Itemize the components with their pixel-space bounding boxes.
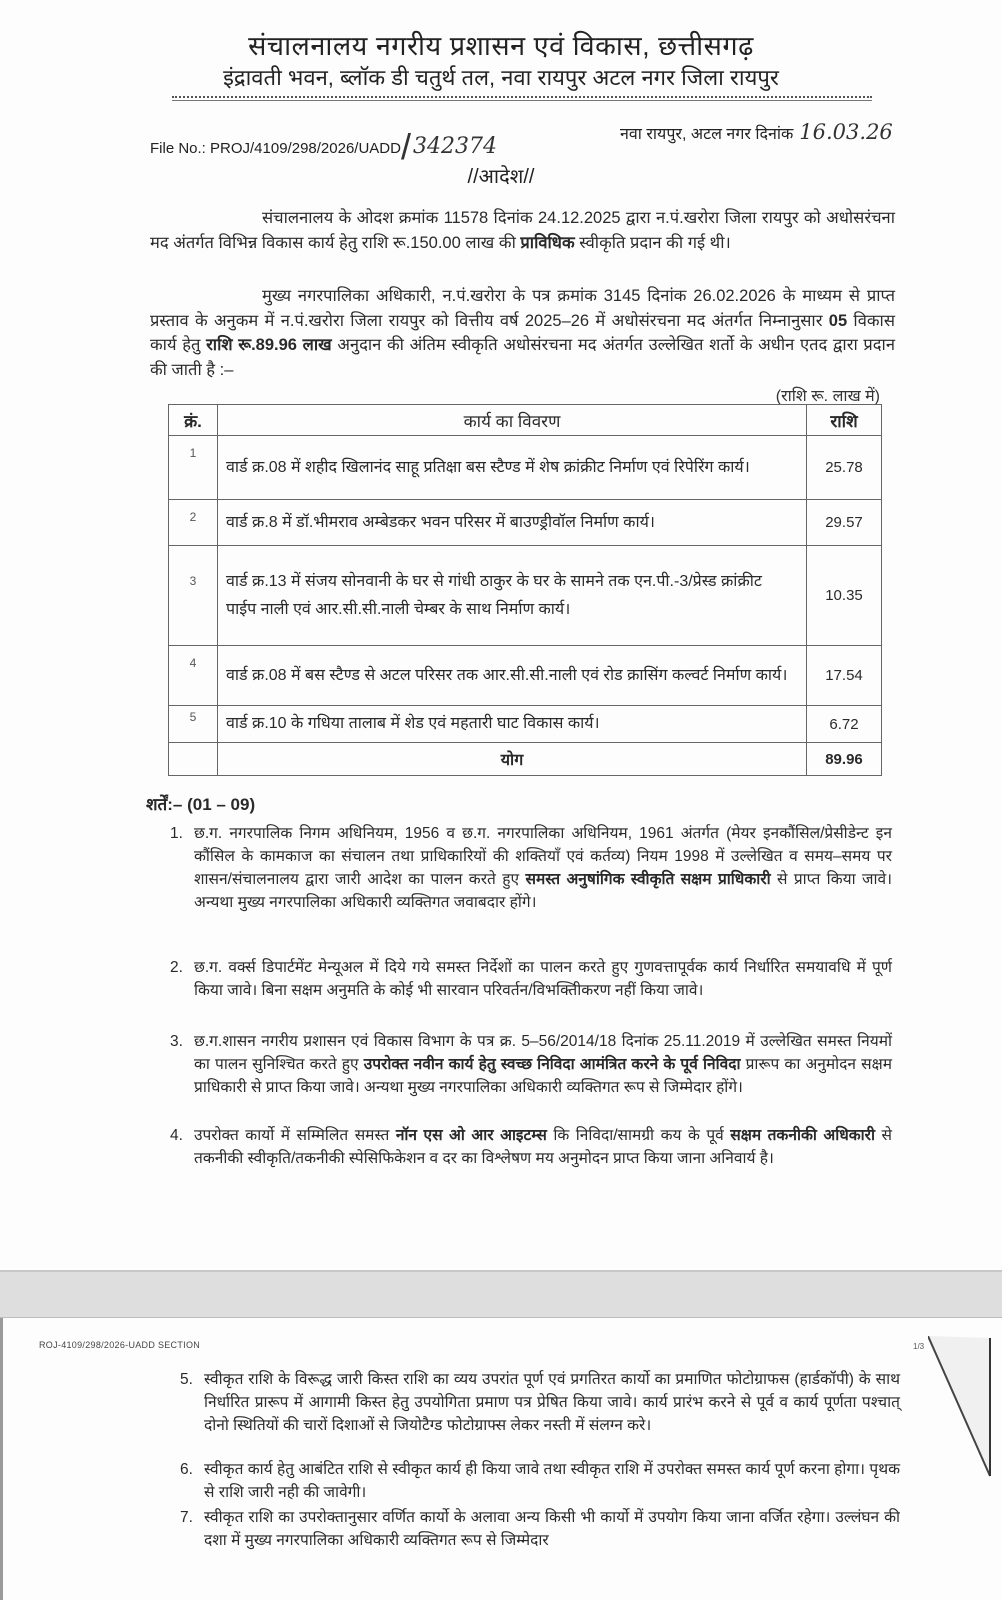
- file-number: [150, 120, 497, 167]
- condition-number: 2.: [170, 959, 183, 976]
- condition-7: [180, 1506, 900, 1568]
- condition-3: [170, 1030, 892, 1099]
- paragraph-2-count: 05: [828, 311, 848, 330]
- file-number-label: File No.: PROJ/4109/298/2026/UADD: [150, 140, 401, 157]
- row-amount: 10.35: [807, 546, 882, 646]
- table-row: [169, 546, 882, 646]
- unit-note: (राशि रू. लाख में): [775, 388, 880, 405]
- condition-4: [170, 1124, 892, 1170]
- works-table: [168, 404, 882, 776]
- conditions-heading: शर्तें:– (01 – 09): [146, 795, 256, 814]
- condition-text-end: से प्राप्त किया जावे। अन्यथा मुख्य नगरपालिका अधिकारी व्यक्तिगत जवाबदार होंगे।: [194, 871, 892, 911]
- total-empty-cell: [169, 743, 218, 776]
- condition-bold-text: समस्त अनुषांगिक स्वीकृति सक्षम प्राधिकारी: [525, 871, 771, 888]
- condition-text: स्वीकृत राशि के विरूद्ध जारी किस्त राशि का व्यय उपरांत पूर्ण एवं प्रगतिरत कार्यो का प्रमाणित फोटोग्राफस (हार्डकॉपी) के साथ निर्धारित प्रारूप में आगामी किस्त हेतु उपयोगिता प्रमाण पत्र प्रेषित किया जावे। कार्य प्रारंभ करने से पूर्व व कार्य पूर्णता पश्चात् दोनो स्थितियों की चारों दिशाओं से जियोटैग्ड फोटोग्राफ्स लेकर नस्ती में संलग्न करे।: [204, 1371, 900, 1434]
- paragraph-1-text-end: स्वीकृति प्रदान की गई थी।: [574, 233, 731, 252]
- row-description: वार्ड क्र.13 में संजय सोनवानी के घर से गांधी ठाकुर के घर के सामने तक एन.पी.-3/प्रेस्ड क्रांक्रीट पाईप नाली एवं आर.सी.सी.नाली चेम्बर के साथ निर्माण कार्य।: [218, 546, 807, 646]
- handwritten-file-number: 342374: [412, 134, 497, 159]
- condition-text: छ.ग. नगरपालिक निगम अधिनियम, 1956 व छ.ग. नगरपालिका अधिनियम, 1961 अंतर्गत (मेयर इनकौंसिल/प्रेसीडेन्ट इन कौंसिल के कामकाज का संचालन तथा प्राधिकारियों की शक्तियाँ एवं कर्तव्य) नियम 1998 में उल्लेखित व समय–समय पर शासन/संचालनालय द्वारा जारी आदेश का पालन करते हुए: [194, 825, 892, 888]
- order-title: //आदेश//: [467, 166, 535, 188]
- row-amount: 6.72: [807, 706, 882, 743]
- running-header: ROJ-4109/298/2026-UADD SECTION: [39, 1340, 201, 1350]
- total-amount: 89.96: [807, 743, 882, 776]
- paragraph-2-amount: राशि रू.89.96 लाख: [206, 336, 332, 354]
- condition-text-end: प्रारूप का अनुमोदन सक्षम प्राधिकारी से प्राप्त किया जावे। अन्यथा मुख्य नगरपालिका अधिकारी व्यक्तिगत रूप से जिम्मेदार होंगे।: [194, 1056, 893, 1096]
- table-row: [169, 500, 882, 546]
- paragraph-2-text-end: अनुदान की अंतिम स्वीकृति अधोसंरचना मद अंतर्गत उल्लेखित शर्तो के अधीन एतद द्वारा प्रदान की जाती है :–: [150, 336, 895, 379]
- condition-text: स्वीकृत कार्य हेतु आबंटित राशि से स्वीकृत कार्य ही किया जावे तथा स्वीकृत राशि में उपरोक्त समस्त कार्य पूर्ण करना होगा। पृथक से राशि जारी नही की जावेगी।: [204, 1461, 900, 1501]
- condition-text-end: से तकनीकी स्वीकृति/तकनीकी स्पेसिफिकेशन व दर का विश्लेषण मय अनुमोदन प्राप्त किया जाना अनिवार्य है।: [194, 1127, 892, 1167]
- condition-number: 4.: [170, 1127, 183, 1144]
- condition-2: [170, 956, 892, 1002]
- condition-6: [180, 1458, 900, 1504]
- page-separator: [0, 1270, 1002, 1320]
- row-serial: 4: [169, 646, 218, 706]
- row-description: वार्ड क्र.08 में शहीद खिलानंद साहू प्रतिक्षा बस स्टैण्ड में शेष क्रांक्रीट निर्माण एवं रिपेरिंग कार्य।: [218, 436, 807, 500]
- row-description: वार्ड क्र.10 के गधिया तालाब में शेड एवं महतारी घाट विकास कार्य।: [218, 706, 807, 743]
- condition-text: उपरोक्त कार्यो में सम्मिलित समस्त: [194, 1127, 396, 1144]
- condition-text: छ.ग.शासन नगरीय प्रशासन एवं विकास विभाग के पत्र क्र. 5–56/2014/18 दिनांक 25.11.2019 में उल्लेखित समस्त नियमों का पालन सुनिश्चित करते हुए: [194, 1033, 892, 1073]
- condition-number: 7.: [180, 1509, 193, 1526]
- condition-number: 5.: [180, 1371, 193, 1388]
- header-serial: क्रं.: [169, 405, 218, 436]
- condition-bold-text: नॉन एस ओ आर आइटम्स: [395, 1127, 547, 1144]
- page-fold-corner: [928, 1336, 998, 1486]
- header-description: कार्य का विवरण: [218, 405, 807, 436]
- row-description: वार्ड क्र.8 में डॉ.भीमराव अम्बेडकर भवन परिसर में बाउण्ड्रीवॉल निर्माण कार्य।: [218, 500, 807, 546]
- paragraph-1-text: संचालनालय के ओदश क्रमांक 11578 दिनांक 24.12.2025 द्वारा न.पं.खरोरा जिला रायपुर को अधोसरंचना मद अंतर्गत विभिन्न विकास कार्य हेतु राशि रू.150.00 लाख की: [150, 209, 895, 252]
- paragraph-1-bold: प्राविधिक: [520, 233, 575, 252]
- condition-text: स्वीकृत राशि का उपरोक्तानुसार वर्णित कार्यो के अलावा अन्य किसी भी कार्यो में उपयोग किया जाना वर्जित रहेगा। उल्लंघन की दशा में मुख्य नगरपालिका अधिकारी व्यक्तिगत रूप से जिम्मेदार: [204, 1509, 900, 1549]
- condition-number: 1.: [170, 825, 183, 842]
- row-amount: 25.78: [807, 436, 882, 500]
- header-amount: राशि: [807, 405, 882, 436]
- condition-1: [170, 822, 892, 914]
- place-date: [620, 120, 893, 144]
- table-total-row: [169, 743, 882, 776]
- row-description: वार्ड क्र.08 में बस स्टैण्ड से अटल परिसर तक आर.सी.सी.नाली एवं रोड क्रासिंग कल्वर्ट निर्माण कार्य।: [218, 646, 807, 706]
- header-rule: [172, 100, 872, 101]
- department-address: इंद्रावती भवन, ब्लॉक डी चतुर्थ तल, नवा रायपुर अटल नगर जिला रायपुर: [223, 65, 779, 90]
- condition-bold-text: उपरोक्त नवीन कार्य हेतु स्वच्छ निविदा आमंत्रित करने के पूर्व निविदा: [363, 1056, 741, 1073]
- place-date-label: नवा रायपुर, अटल नगर दिनांक: [620, 126, 794, 143]
- condition-number: 3.: [170, 1033, 183, 1050]
- condition-text: छ.ग. वर्क्स डिपार्टमेंट मेन्यूअल में दिये गये समस्त निर्देशों का पालन करते हुए गुणवत्तापूर्वक कार्य निर्धारित समयावधि में पूर्ण किया जावे। बिना सक्षम अनुमति के कोई भी सारवान परिवर्तन/विभक्तिीकरण नहीं किया जावे।: [194, 959, 892, 999]
- row-amount: 17.54: [807, 646, 882, 706]
- row-amount: 29.57: [807, 500, 882, 546]
- paragraph-2-text-mid: विकास कार्य हेतु: [150, 311, 895, 354]
- condition-text-mid: कि निविदा/सामग्री कय के पूर्व: [546, 1127, 731, 1144]
- handwritten-date: 16.03.26: [799, 120, 893, 144]
- total-label: योग: [218, 743, 807, 776]
- table-row: [169, 706, 882, 743]
- header-dotted-rule: [172, 96, 872, 98]
- row-serial: 1: [169, 436, 218, 500]
- file-number-slash: /: [400, 126, 411, 167]
- condition-bold-text-2: सक्षम तकनीकी अधिकारी: [730, 1127, 876, 1144]
- table-row: [169, 436, 882, 500]
- paragraph-2-text: मुख्य नगरपालिका अधिकारी, न.पं.खरोरा के पत्र क्रमांक 3145 दिनांक 26.02.2026 के माध्यम से प्राप्त प्रस्ताव के अनुकम में न.पं.खरोरा जिला रायपुर को वित्तीय वर्ष 2025–26 में अधोसंरचना मद अंतर्गत निम्नानुसार: [150, 287, 895, 330]
- row-serial: 3: [169, 546, 218, 646]
- table-row: [169, 646, 882, 706]
- page-mark: 1/3: [913, 1342, 925, 1351]
- condition-5: [180, 1368, 900, 1437]
- department-title: संचालनालय नगरीय प्रशासन एवं विकास, छत्तीसगढ़: [248, 31, 754, 61]
- paragraph-2: [150, 284, 895, 382]
- condition-number: 6.: [180, 1461, 193, 1478]
- paragraph-1: [150, 206, 895, 255]
- row-serial: 2: [169, 500, 218, 546]
- row-serial: 5: [169, 706, 218, 743]
- table-header-row: [169, 405, 882, 436]
